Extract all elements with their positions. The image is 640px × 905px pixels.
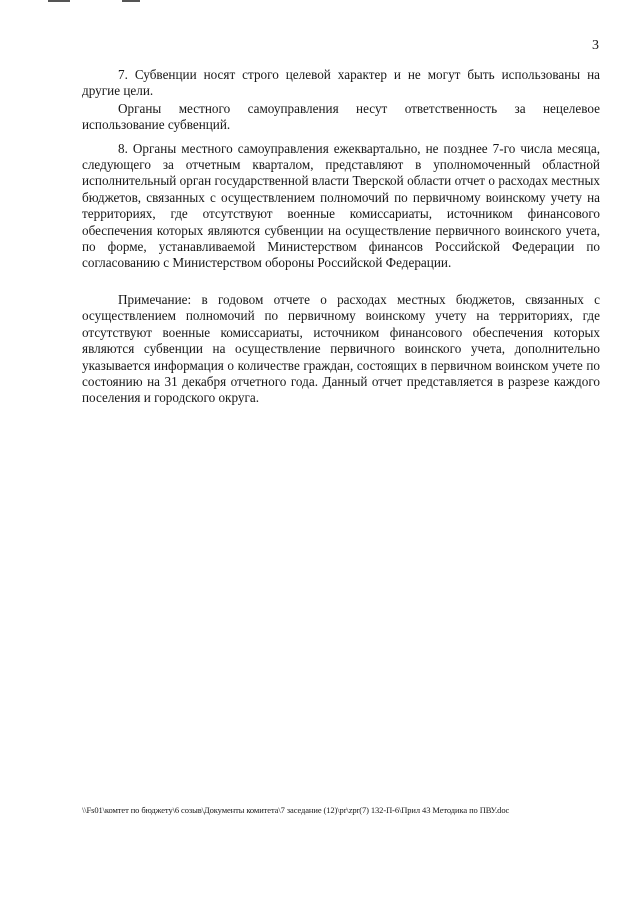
note-paragraph: Примечание: в годовом отчете о расходах местных бюджетов, связанных с осуществлением полномочий по первичному воинскому учету на территориях, где отсутствуют военные комиссариаты, источником финансового обеспечения которых являются субвенции на осуществление первичного воинского учета, дополнительно указывается информация о количестве граждан, состоящих в первичном воинском учете по состоянию на 31 декабря отчетного года. Данный отчет представляется в разрезе каждого поселения и городского округа. [82,291,600,406]
document-body [82,67,600,407]
paragraph-responsibility: Органы местного самоуправления несут ответственность за нецелевое использование субвенций. [82,100,600,133]
scan-mark [48,0,70,2]
footer-file-path: \\Fs01\комтет по бюджету\6 созыв\Документы комитета\7 заседание (12)\pr\zpr(7) 132-П-6\Прил 43 Методика по ПВУ.doc [82,805,510,815]
scan-mark [122,0,140,2]
paragraph-8: 8. Органы местного самоуправления ежеквартально, не позднее 7-го числа месяца, следующего за отчетным кварталом, представляют в уполномоченный областной исполнительный орган государственной власти Тверской области отчет о расходах местных бюджетов, связанных с осуществлением полномочий по первичному воинскому учету на территориях, где отсутствуют военные комиссариаты, источником финансового обеспечения которых являются субвенции на осуществление первичного воинского учета, по форме, устанавливаемой Министерством финансов Российской Федерации по согласованию с Министерством обороны Российской Федерации. [82,140,600,271]
paragraph-7: 7. Субвенции носят строго целевой характер и не могут быть использованы на другие цели. [82,67,600,99]
page-number: 3 [592,38,599,53]
